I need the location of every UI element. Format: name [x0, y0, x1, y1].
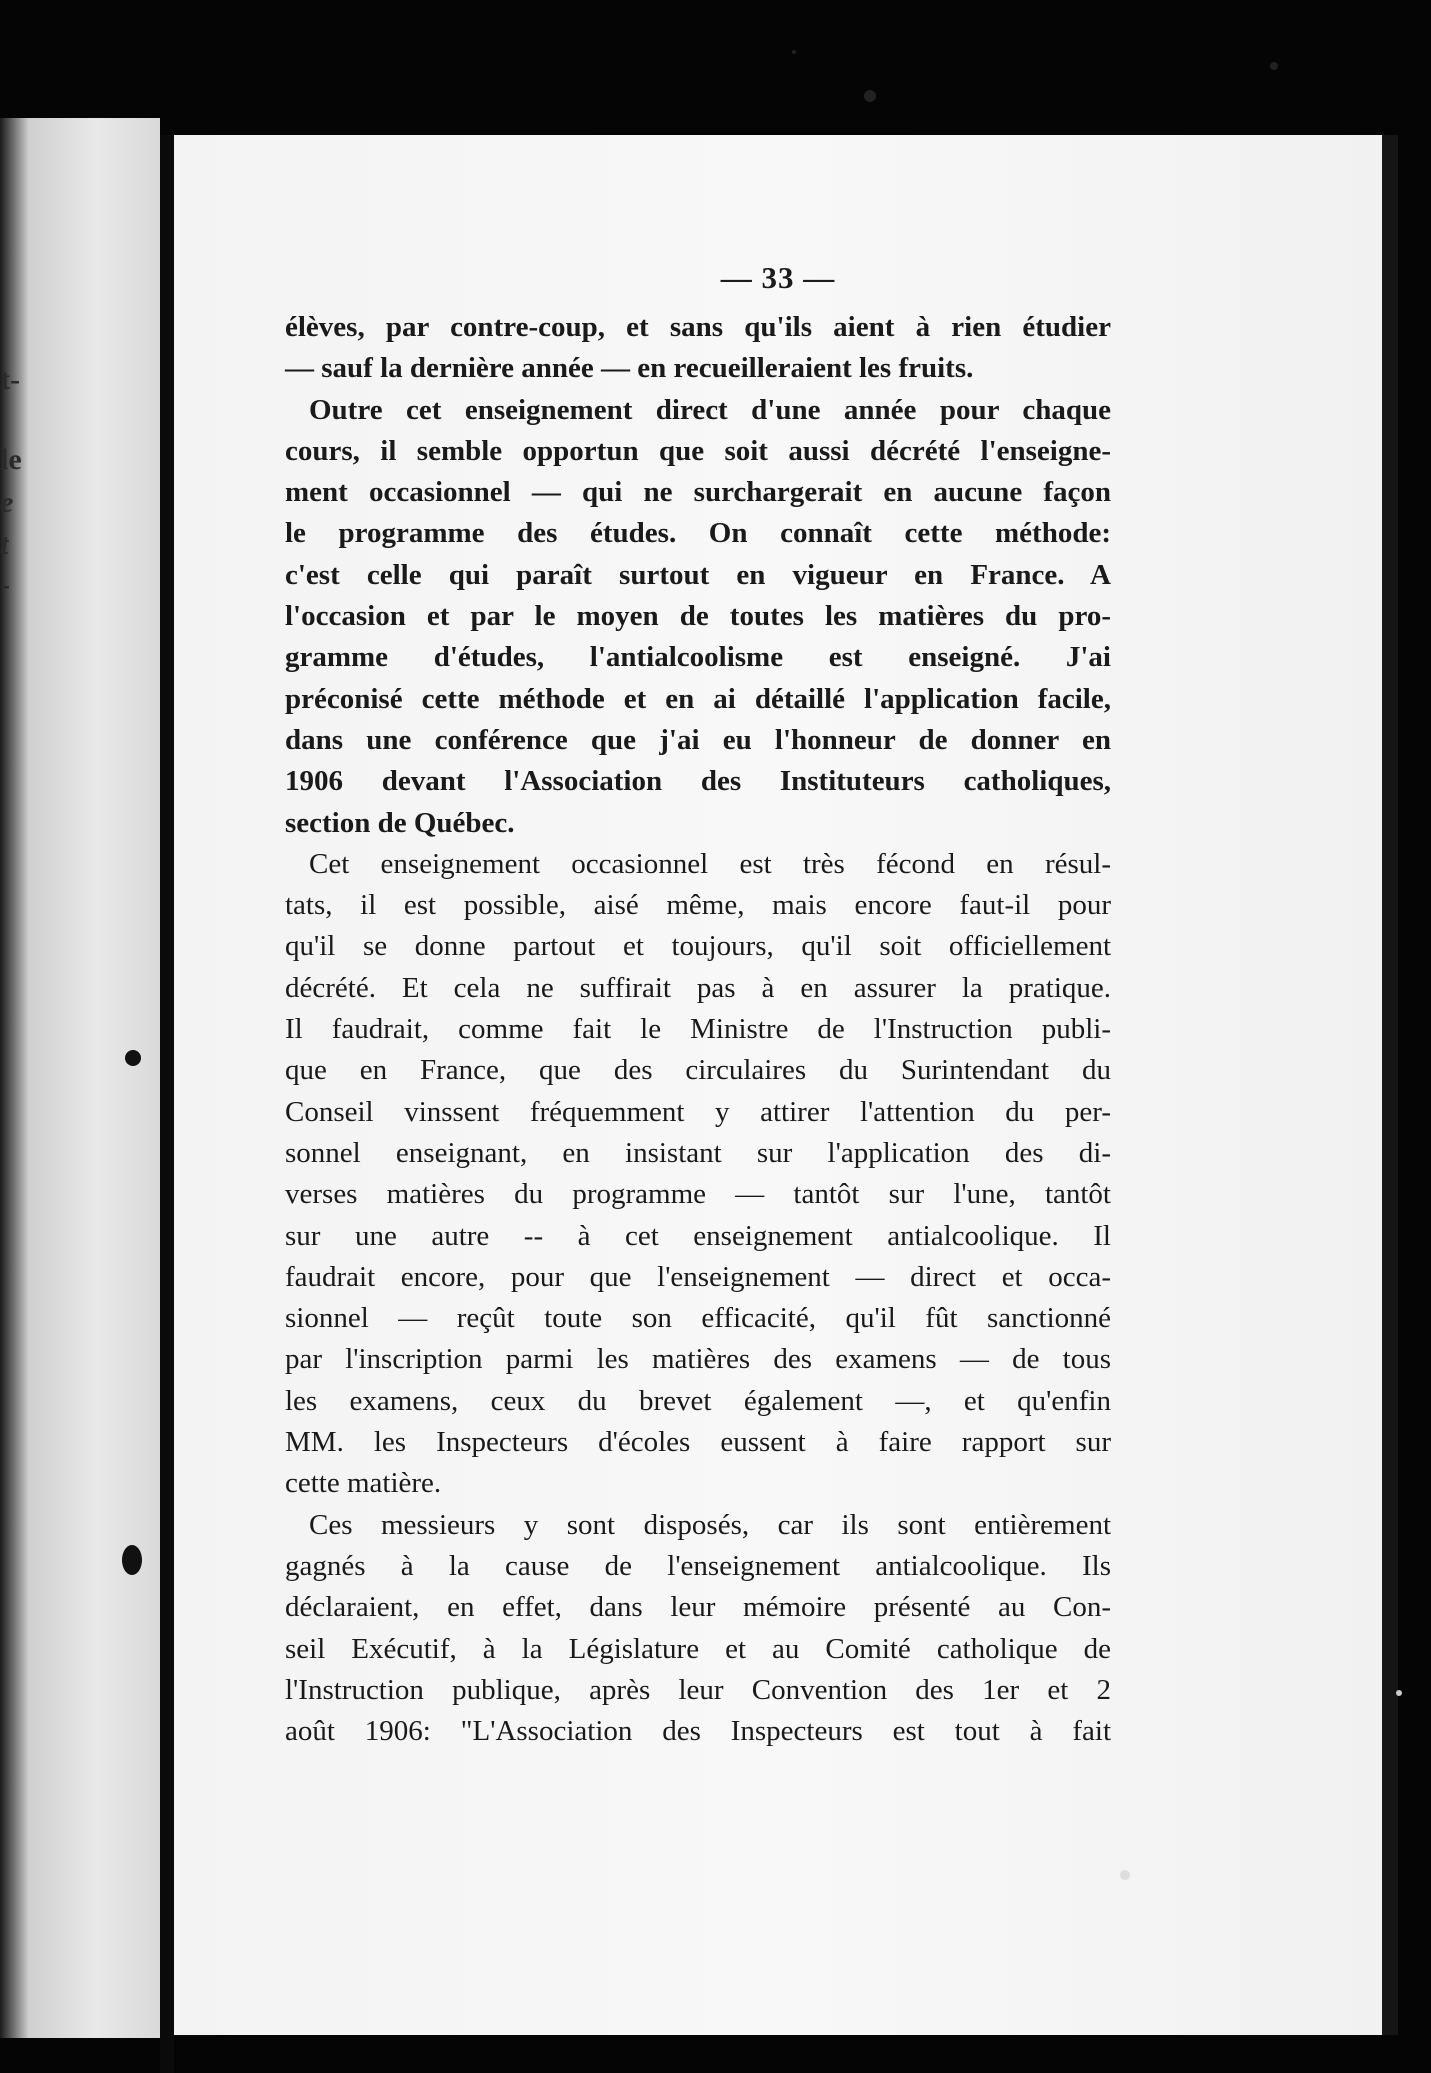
text-line: cette matière.: [285, 1467, 442, 1500]
text-line: faudrait encore, pour que l'enseignement — direct et occa-: [285, 1260, 1111, 1293]
dust-speck: [122, 1545, 142, 1575]
text-line: verses matières du programme — tantôt sur l'une, tantôt: [285, 1178, 1111, 1211]
text-line: 1906 devant l'Association des Instituteurs catholiques,: [285, 765, 1111, 798]
left-fragment: le: [0, 443, 22, 476]
book-spine: [160, 135, 174, 2073]
text-line: dans une conférence que j'ai eu l'honneur de donner en: [285, 723, 1111, 756]
text-line: élèves, par contre-coup, et sans qu'ils aient à rien étudier: [285, 311, 1111, 343]
text-line: déclaraient, en effet, dans leur mémoire présenté au Con-: [285, 1591, 1111, 1624]
text-line: cours, il semble opportun que soit aussi décrété l'enseigne-: [285, 434, 1111, 467]
text-line: préconisé cette méthode et en ai détaillé l'application facile,: [285, 682, 1111, 715]
text-line: Ces messieurs y sont disposés, car ils sont entièrement: [309, 1508, 1111, 1541]
left-fragment: e: [0, 486, 14, 519]
book-page: [174, 135, 1382, 2035]
text-line: Conseil vinssent fréquemment y attirer l'attention du per-: [285, 1095, 1111, 1128]
text-line: par l'inscription parmi les matières des examens — de tous: [285, 1343, 1111, 1376]
text-line: MM. les Inspecteurs d'écoles eussent à faire rapport sur: [285, 1426, 1111, 1459]
dust-speck: [864, 90, 876, 102]
text-line: sonnel enseignant, en insistant sur l'application des di-: [285, 1136, 1111, 1169]
body-text: [285, 307, 1111, 1752]
text-line: le programme des études. On connaît cette méthode:: [285, 517, 1111, 550]
text-line: l'occasion et par le moyen de toutes les matières du pro-: [285, 600, 1111, 633]
left-fragment: t: [0, 528, 9, 561]
text-line: août 1906: "L'Association des Inspecteurs est tout à fait: [285, 1715, 1111, 1748]
page-right-edge: [1382, 135, 1398, 2035]
text-line: sionnel — reçût toute son efficacité, qu'il fût sanctionné: [285, 1302, 1111, 1335]
text-line: seil Exécutif, à la Législature et au Comité catholique de: [285, 1632, 1111, 1665]
text-line: que en France, que des circulaires du Surintendant du: [285, 1054, 1111, 1087]
dust-speck: [792, 50, 796, 54]
text-line: Il faudrait, comme fait le Ministre de l'Instruction publi-: [285, 1013, 1111, 1046]
text-line: Cet enseignement occasionnel est très fécond en résul-: [309, 847, 1111, 880]
left-page-edge: [0, 118, 160, 2038]
text-line: tats, il est possible, aisé même, mais encore faut-il pour: [285, 889, 1111, 922]
text-line: gagnés à la cause de l'enseignement antialcoolique. Ils: [285, 1549, 1111, 1582]
text-line: Outre cet enseignement direct d'une année pour chaque: [309, 393, 1111, 426]
dust-speck: [125, 1050, 141, 1066]
text-line: qu'il se donne partout et toujours, qu'il soit officiellement: [285, 930, 1111, 963]
text-line: ment occasionnel — qui ne surchargerait en aucune façon: [285, 476, 1111, 509]
dust-speck: [1270, 62, 1278, 70]
text-line: gramme d'études, l'antialcoolisme est enseigné. J'ai: [285, 641, 1111, 674]
text-line: sur une autre -- à cet enseignement antialcoolique. Il: [285, 1219, 1111, 1252]
text-line: section de Québec.: [285, 806, 515, 839]
text-line: l'Instruction publique, après leur Convention des 1er et 2: [285, 1673, 1111, 1706]
page-number: — 33 —: [720, 260, 836, 295]
left-fragment: t-: [0, 363, 20, 396]
text-line: c'est celle qui paraît surtout en vigueur en France. A: [285, 558, 1111, 591]
left-fragment: -: [0, 568, 10, 601]
text-line: — sauf la dernière année — en recueilleraient les fruits.: [285, 352, 974, 385]
dust-speck: [1396, 1690, 1402, 1696]
text-line: les examens, ceux du brevet également —, et qu'enfin: [285, 1384, 1111, 1417]
text-line: décrété. Et cela ne suffirait pas à en assurer la pratique.: [285, 971, 1111, 1004]
dust-speck: [1120, 1870, 1130, 1880]
